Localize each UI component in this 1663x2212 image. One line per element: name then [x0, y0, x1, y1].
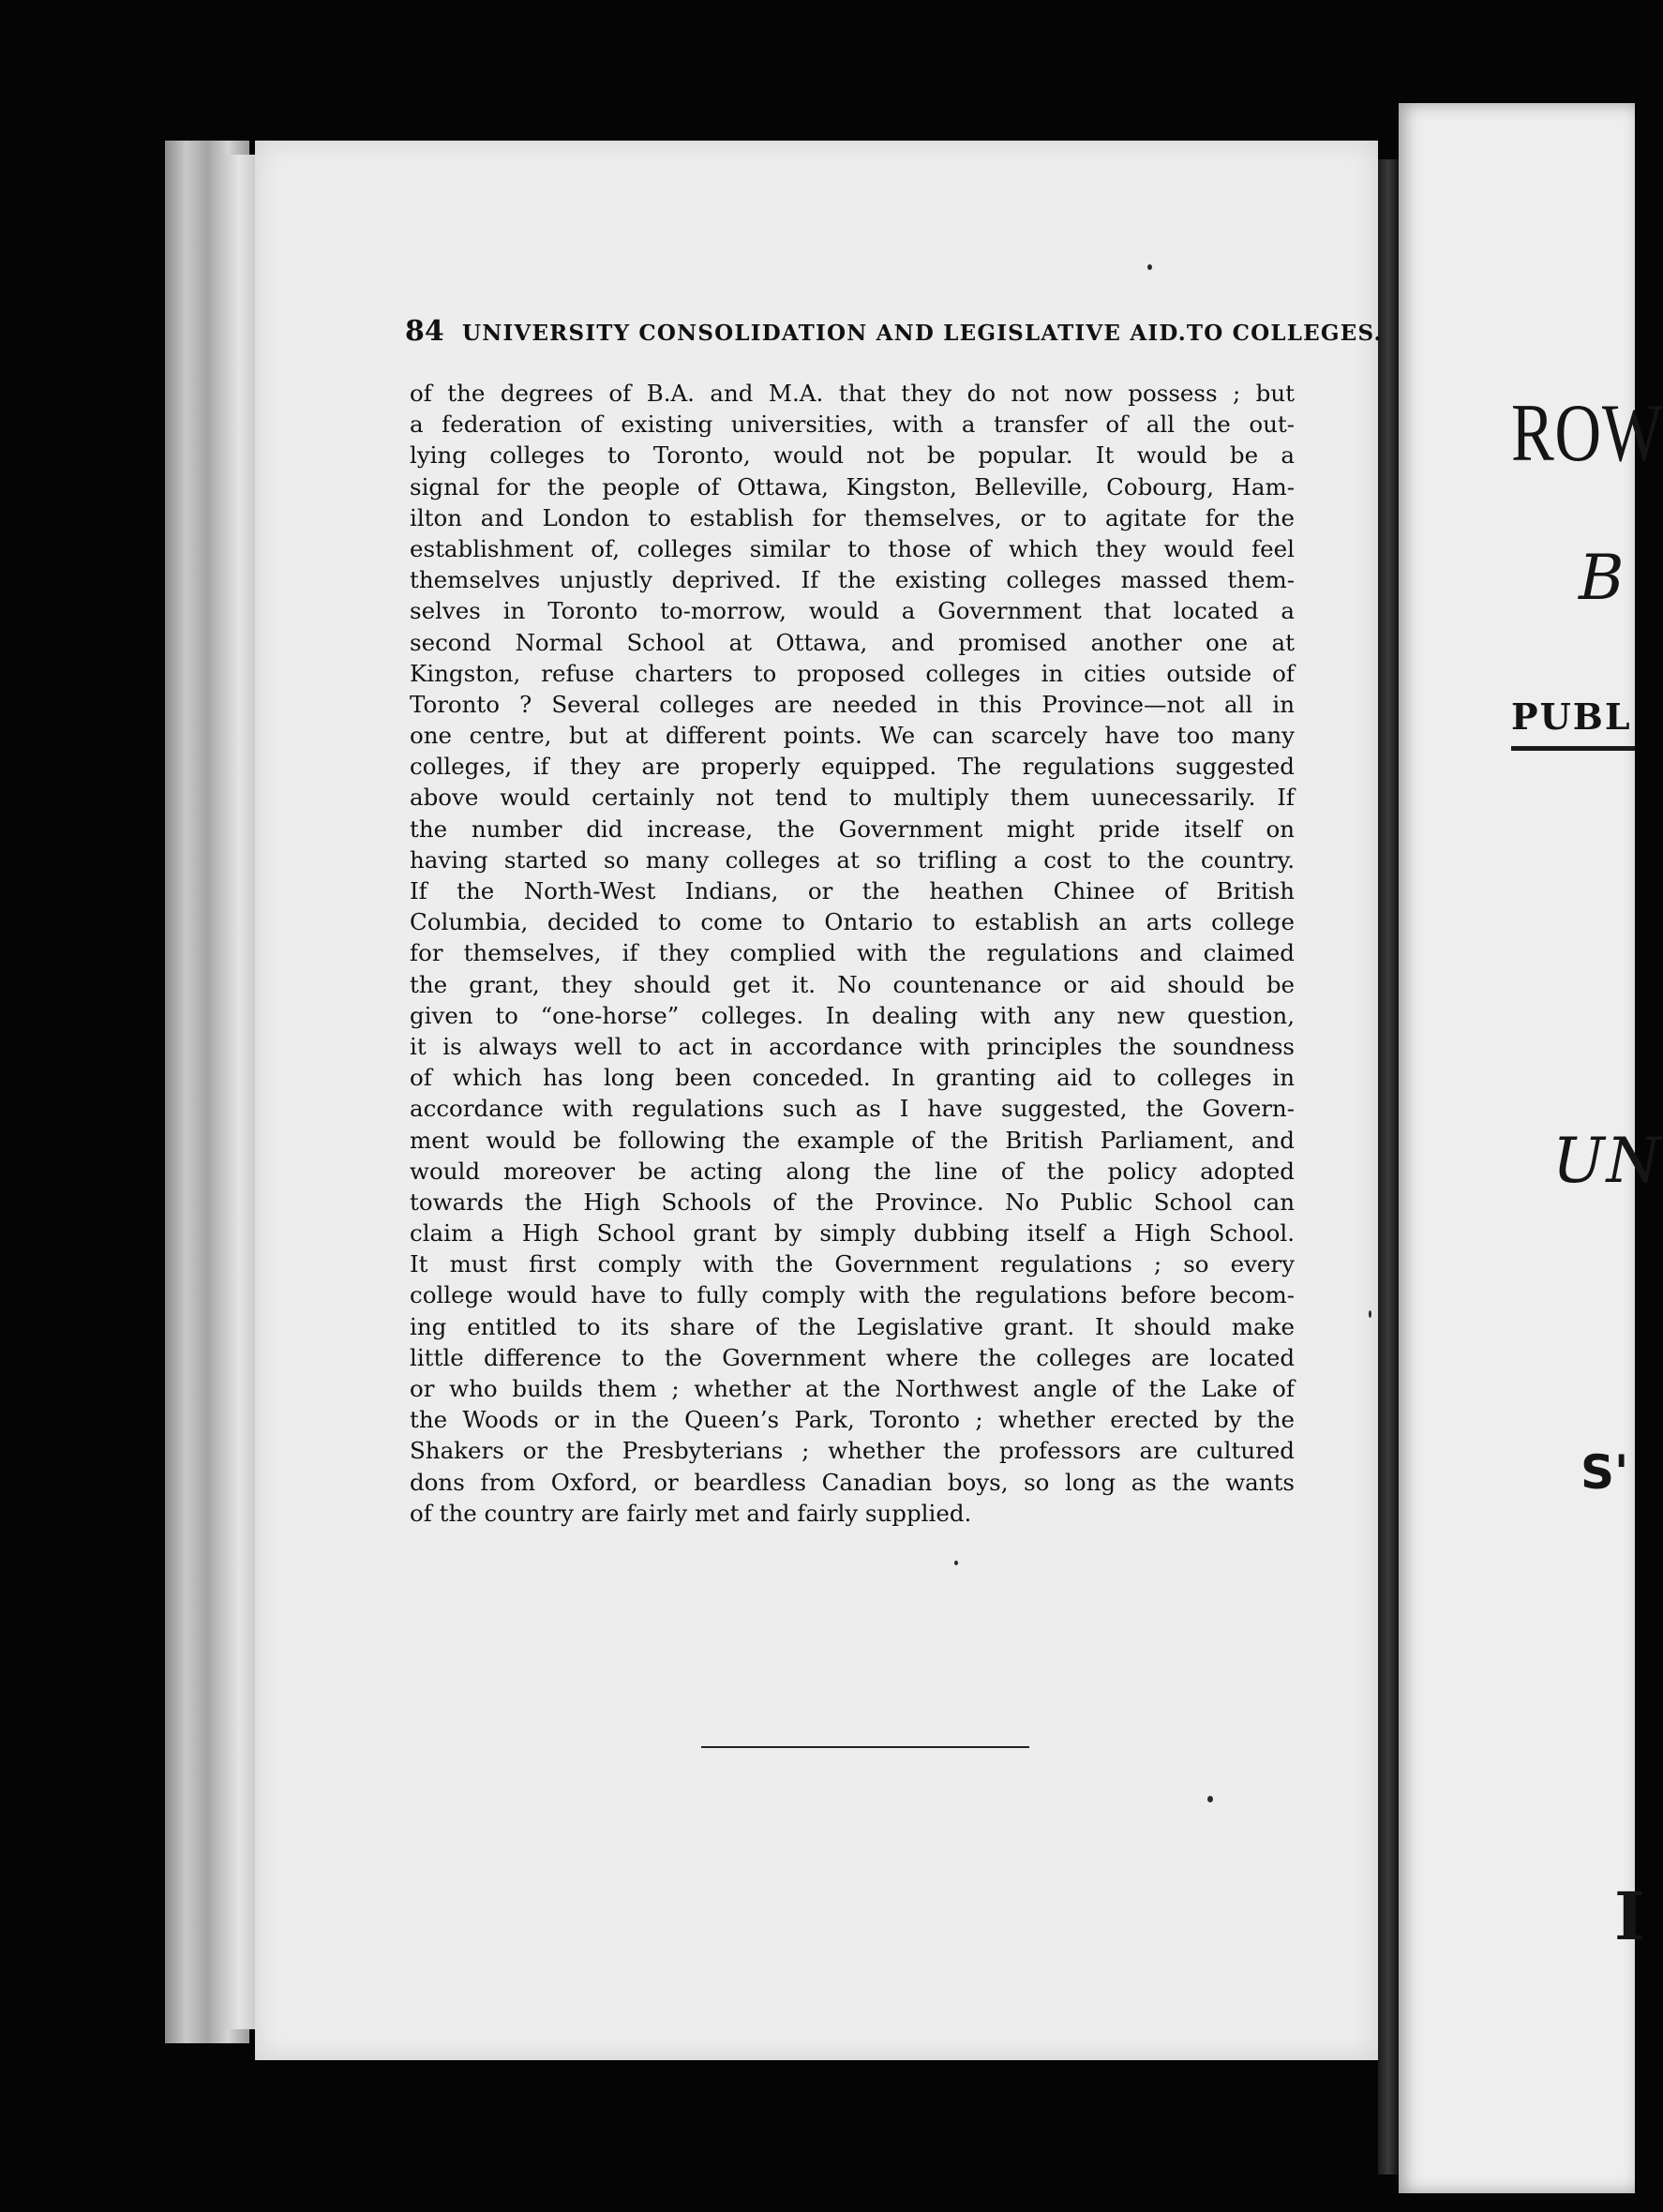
running-head-title: UNIVERSITY CONSOLIDATION AND LEGISLATIVE AID.TO COLLEGES.	[461, 321, 1383, 346]
print-speck	[1207, 1796, 1213, 1802]
text-line: establishment of, colleges similar to those of which they would feel	[410, 534, 1295, 562]
text-line: ing entitled to its share of the Legislative grant. It should make	[410, 1312, 1295, 1340]
text-line: would moreover be acting along the line of the policy adopted	[410, 1157, 1295, 1185]
text-line: lying colleges to Toronto, would not be popular. It would be a	[410, 441, 1295, 470]
text-line: colleges, if they are properly equipped. The regulations suggested	[410, 753, 1295, 781]
text-line: of the country are fairly met and fairly supplied.	[410, 1499, 972, 1527]
section-end-rule	[701, 1746, 1029, 1748]
facing-page-s-fragment: S'	[1581, 1445, 1629, 1500]
text-line: of which has long been conceded. In granting aid to colleges in	[410, 1064, 1295, 1092]
facing-page-italic-fragment: B	[1579, 542, 1625, 614]
facing-page-underline	[1511, 746, 1635, 751]
text-line: given to “one-horse” colleges. In dealing with any new question,	[410, 1001, 1295, 1029]
print-speck	[1147, 264, 1152, 270]
page-number: 84	[405, 315, 444, 348]
text-line: Toronto ? Several colleges are needed in this Province—not all in	[410, 690, 1295, 718]
running-head	[405, 315, 1383, 348]
text-line: towards the High Schools of the Province. No Public School can	[410, 1188, 1295, 1216]
text-line: Kingston, refuse charters to proposed colleges in cities outside of	[410, 659, 1295, 687]
text-line: dons from Oxford, or beardless Canadian boys, so long as the wants	[410, 1468, 1295, 1496]
text-line: it is always well to act in accordance with principles the soundness	[410, 1032, 1295, 1060]
text-line: above would certainly not tend to multiply them uunecessarily. If	[410, 784, 1295, 812]
text-line: a federation of existing universities, with a transfer of all the out-	[410, 411, 1295, 439]
text-line: ment would be following the example of the British Parliament, and	[410, 1126, 1295, 1154]
text-line: little difference to the Government where the colleges are located	[410, 1343, 1295, 1371]
text-line: ilton and London to establish for themselves, or to agitate for the	[410, 503, 1295, 531]
facing-page-heading-fragment: ROW	[1511, 388, 1663, 479]
text-line: of the degrees of B.A. and M.A. that they do not now possess ; but	[410, 380, 1295, 407]
text-line: Columbia, decided to come to Ontario to establish an arts college	[410, 908, 1295, 936]
text-line: signal for the people of Ottawa, Kingston, Belleville, Cobourg, Ham-	[410, 472, 1295, 501]
text-line: college would have to fully comply with the regulations before becom-	[410, 1281, 1295, 1309]
text-line: the grant, they should get it. No countenance or aid should be	[410, 970, 1295, 998]
text-line: for themselves, if they complied with the regulations and claimed	[410, 939, 1295, 967]
text-line: If the North-West Indians, or the heathen Chinee of British	[410, 877, 1295, 904]
text-line: one centre, but at different points. We can scarcely have too many	[410, 722, 1295, 750]
text-line: selves in Toronto to-morrow, would a Government that located a	[410, 597, 1295, 625]
page-gutter	[1378, 159, 1399, 2175]
text-line: or who builds them ; whether at the Northwest angle of the Lake of	[410, 1375, 1295, 1402]
facing-page-i-fragment: I	[1614, 1877, 1645, 1955]
text-line: having started so many colleges at so trifling a cost to the country.	[410, 845, 1295, 874]
text-line: themselves unjustly deprived. If the existing colleges massed them-	[410, 566, 1295, 594]
text-line: It must first comply with the Government regulations ; so every	[410, 1250, 1295, 1278]
text-line: second Normal School at Ottawa, and promised another one at	[410, 628, 1295, 656]
print-speck	[1369, 1310, 1371, 1318]
body-paragraph	[410, 378, 1295, 1529]
facing-page-publ-fragment: PUBL	[1511, 695, 1632, 738]
text-line: the Woods or in the Queen’s Park, Toronto ; whether erected by the	[410, 1406, 1295, 1434]
print-speck	[954, 1561, 958, 1565]
text-line: Shakers or the Presbyterians ; whether the professors are cultured	[410, 1437, 1295, 1465]
text-line: accordance with regulations such as I have suggested, the Govern-	[410, 1095, 1295, 1123]
facing-page-un-fragment: UN	[1552, 1125, 1663, 1197]
text-line: the number did increase, the Government might pride itself on	[410, 815, 1295, 843]
text-line: claim a High School grant by simply dubbing itself a High School.	[410, 1219, 1295, 1248]
